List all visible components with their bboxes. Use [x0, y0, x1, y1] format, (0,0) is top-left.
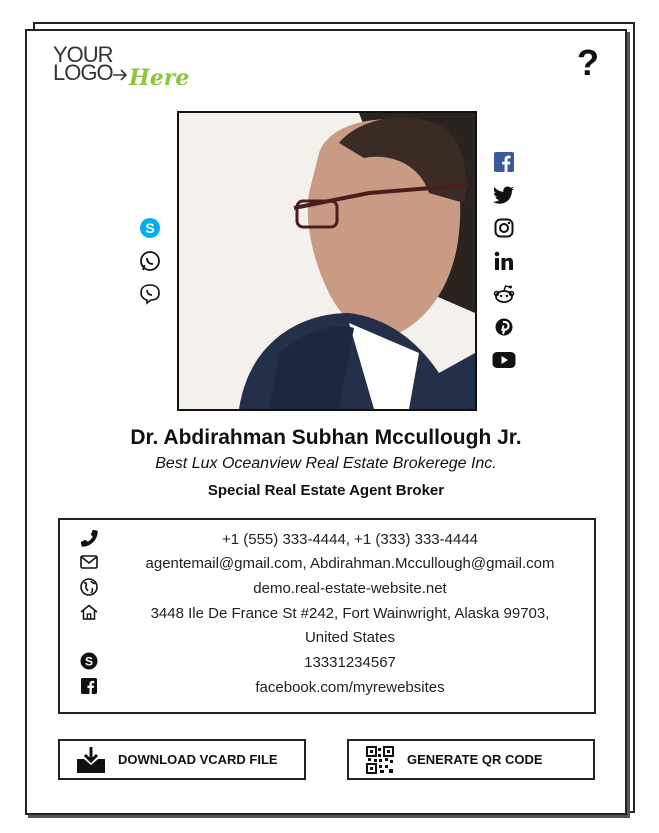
download-vcard-label: DOWNLOAD VCARD FILE	[118, 752, 278, 767]
skype-text[interactable]: 13331234567	[304, 654, 396, 671]
twitter-icon[interactable]	[491, 182, 517, 208]
arrow-icon	[111, 65, 131, 85]
address-text	[118, 602, 582, 650]
facebook-icon	[78, 676, 100, 696]
profile-photo	[177, 111, 477, 411]
address-line1: 3448 Ile De France St #242, Fort Wainwright, Alaska 99703,	[150, 605, 550, 622]
social-icons	[491, 149, 517, 380]
logo-line1: YOUR	[53, 42, 113, 67]
facebook-text[interactable]: facebook.com/myrewebsites	[255, 679, 445, 696]
portrait-image	[179, 113, 475, 409]
instagram-icon[interactable]	[491, 215, 517, 241]
contact-details	[58, 518, 596, 714]
youtube-icon[interactable]	[491, 347, 517, 373]
logo-line2: LOGO	[53, 60, 113, 85]
facebook-icon[interactable]	[491, 149, 517, 175]
website-text[interactable]: demo.real-estate-website.net	[253, 580, 447, 597]
svg-text:S: S	[84, 654, 94, 669]
skype-icon[interactable]	[137, 215, 163, 241]
company-name: Best Lux Oceanview Real Estate Brokerege Inc.	[155, 455, 497, 472]
company-logo	[53, 42, 193, 91]
logo-accent: Here	[129, 65, 190, 91]
skype-icon	[78, 651, 100, 671]
pinterest-icon[interactable]	[491, 314, 517, 340]
home-icon	[78, 602, 100, 622]
download-icon	[74, 745, 108, 775]
viber-icon[interactable]	[137, 281, 163, 307]
help-icon[interactable]: ?	[577, 42, 599, 83]
download-vcard-button[interactable]	[58, 739, 306, 780]
phone-text[interactable]: +1 (555) 333-4444, +1 (333) 333-4444	[221, 531, 479, 548]
address-line2: United States	[304, 629, 396, 646]
reddit-icon[interactable]	[491, 281, 517, 307]
svg-text:S: S	[145, 220, 155, 236]
qr-code-icon	[363, 745, 397, 775]
job-title: Special Real Estate Agent Broker	[207, 482, 445, 499]
envelope-icon	[78, 552, 100, 572]
linkedin-icon[interactable]	[491, 248, 517, 274]
business-card	[25, 29, 627, 815]
whatsapp-icon[interactable]	[137, 248, 163, 274]
messaging-icons	[137, 215, 163, 314]
email-text[interactable]: agentemail@gmail.com, Abdirahman.Mccullough@gmail.com	[145, 555, 555, 572]
phone-icon	[78, 528, 100, 548]
agent-name: Dr. Abdirahman Subhan Mccullough Jr.	[130, 426, 522, 449]
generate-qr-button[interactable]	[347, 739, 595, 780]
generate-qr-label: GENERATE QR CODE	[407, 752, 543, 767]
globe-icon	[78, 577, 100, 597]
